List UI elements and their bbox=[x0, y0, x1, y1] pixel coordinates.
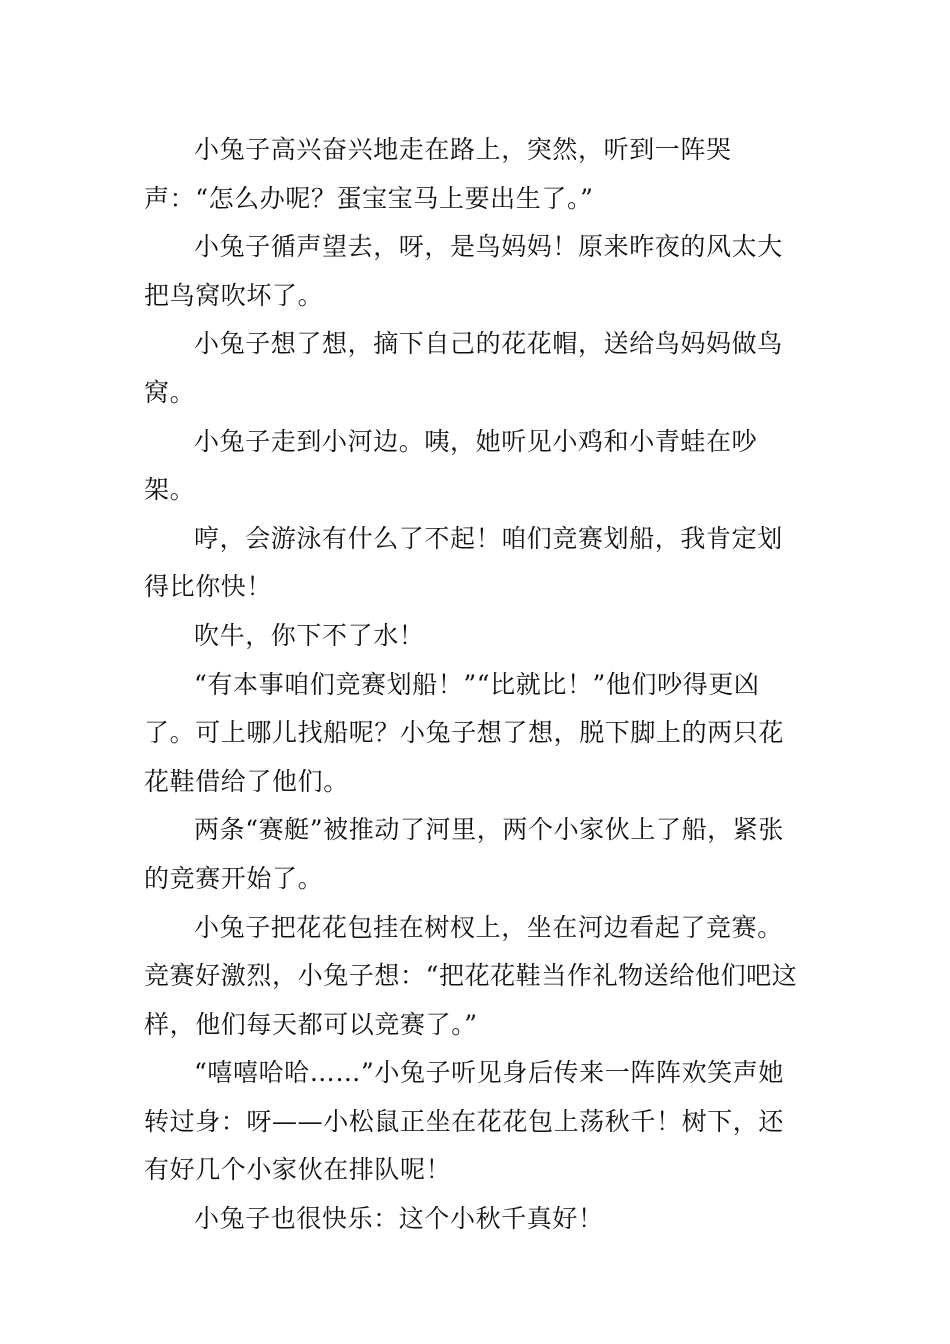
paragraph-9: 小兔子把花花包挂在树杈上，坐在河边看起了竞赛。竞赛好激烈，小兔子想：“把花花鞋当作礼物送给他们吧这样，他们每天都可以竞赛了。” bbox=[144, 912, 798, 1039]
paragraph-11: 小兔子也很快乐：这个小秋千真好！ bbox=[194, 1204, 604, 1234]
paragraph-10: “嘻嘻哈哈……”小兔子听见身后传来一阵阵欢笑声她转过身：呀——小松鼠正坐在花花包上荡秋千！树下，还有好几个小家伙在排队呢！ bbox=[144, 1058, 785, 1185]
paragraph-2: 小兔子循声望去，呀，是鸟妈妈！原来昨夜的风太大把鸟窝吹坏了。 bbox=[144, 232, 783, 310]
paragraph-3: 小兔子想了想，摘下自己的花花帽，送给鸟妈妈做鸟窝。 bbox=[144, 329, 783, 407]
paragraph-8: 两条“赛艇”被推动了河里，两个小家伙上了船，紧张的竞赛开始了。 bbox=[144, 815, 784, 893]
paragraph-1: 小兔子高兴奋兴地走在路上，突然，听到一阵哭声：“怎么办呢？蛋宝宝马上要出生了。” bbox=[144, 135, 732, 213]
paragraph-7: “有本事咱们竞赛划船！”“比就比！”他们吵得更凶了。可上哪儿找船呢？小兔子想了想，脱下脚上的两只花花鞋借给了他们。 bbox=[144, 669, 785, 796]
paragraph-6: 吹牛，你下不了水！ bbox=[194, 620, 425, 650]
paragraph-5: 哼，会游泳有什么了不起！咱们竞赛划船，我肯定划得比你快！ bbox=[144, 523, 783, 602]
story-text bbox=[144, 126, 808, 1244]
paragraph-4: 小兔子走到小河边。咦，她听见小鸡和小青蛙在吵架。 bbox=[144, 426, 758, 505]
